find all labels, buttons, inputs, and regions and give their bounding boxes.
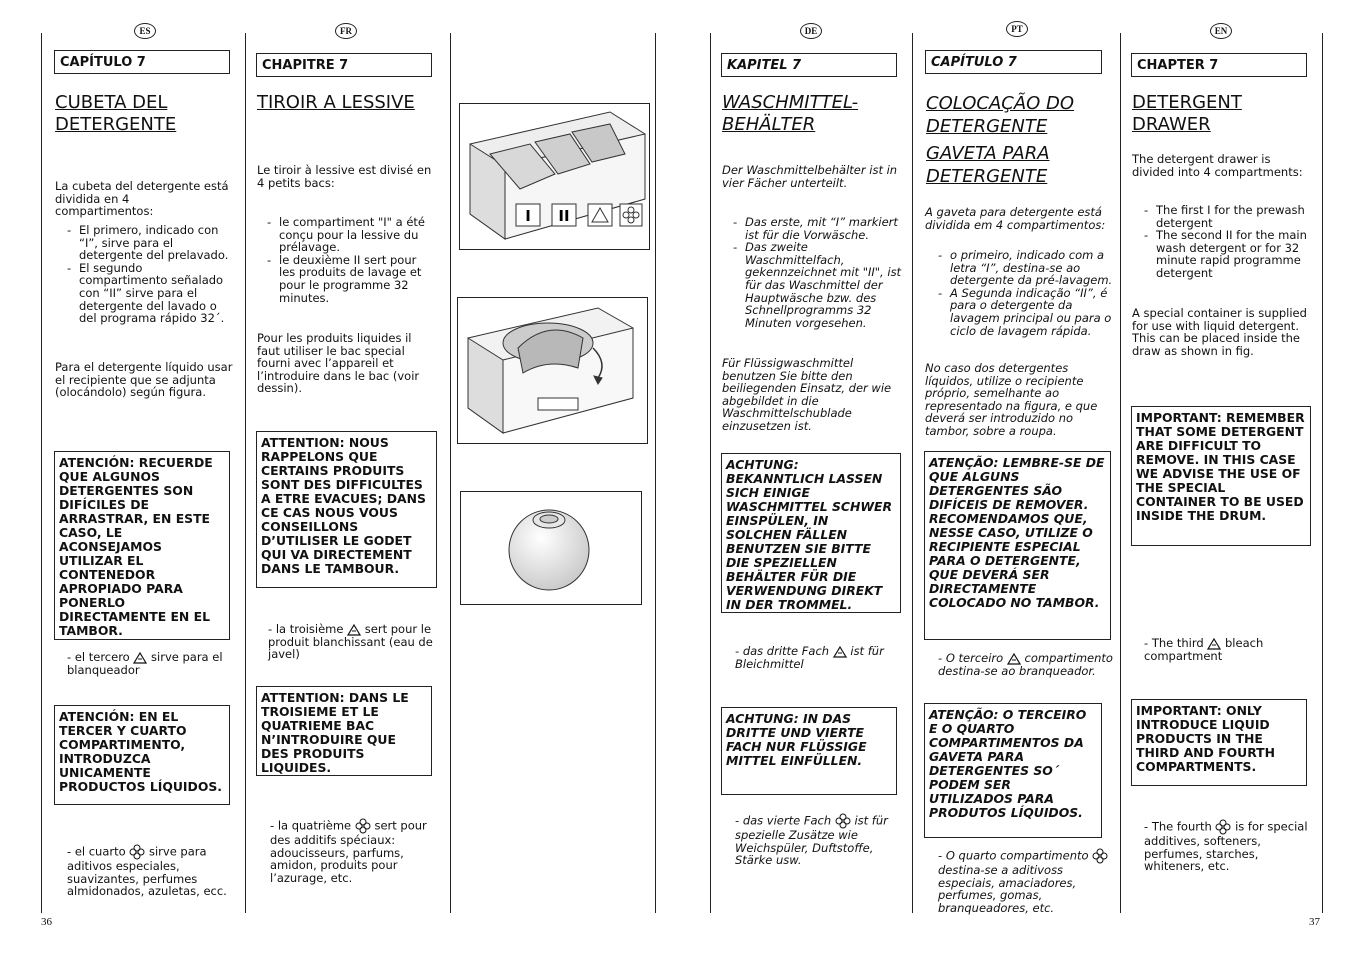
warning-box-en: IMPORTANT: REMEMBER THAT SOME DETERGENT ARE DIFFICULT TO REMOVE. IN THIS CASE WE ADVISE THE USE OF THE SPECIAL CONTAINER TO BE USED INSIDE THE DRUM. xyxy=(1131,406,1311,546)
column-rule xyxy=(655,33,656,913)
title-line: DETERGENTE xyxy=(55,114,177,135)
dosing-ball-illustration xyxy=(461,492,641,604)
bleach-triangle-icon xyxy=(833,646,847,658)
compartment-i-label: I xyxy=(525,207,531,225)
language-badge-es: ES xyxy=(134,23,156,39)
column-rule xyxy=(1120,33,1121,913)
figure-liquid-container-in-drawer xyxy=(457,297,648,444)
fourth-compartment-en: - The fourth is for special additives, softeners, perfumes, starches, whiteners, etc. xyxy=(1144,819,1308,874)
list-item: - le deuxième II sert pour les produits de lavage et pour le programme 32 minutes. xyxy=(267,254,430,304)
third-desc: sert pour le produit blanchissant (eau de javel) xyxy=(268,622,433,662)
flower-icon xyxy=(355,818,371,834)
intro-text-fr: Le tiroir à lessive est divisé en 4 petits bacs: xyxy=(257,163,432,190)
fourth-label: el cuarto xyxy=(74,844,126,859)
warning-box-es: ATENCIÓN: RECUERDE QUE ALGUNOS DETERGENTES SON DIFÍCILES DE ARRASTRAR, EN ESTE CASO, LE ACONSEJAMOS UTILIZAR EL CONTENEDOR APROPIADO PARA PONERLO DIRECTAMENTE EN EL TAMBOR. xyxy=(54,451,230,640)
third-desc: compartimento destina-se ao branqueador. xyxy=(938,651,1113,678)
section-title-pt xyxy=(926,92,1074,188)
warning-box-en-2: IMPORTANT: ONLY INTRODUCE LIQUID PRODUCTS IN THE THIRD AND FOURTH COMPARTMENTS. xyxy=(1131,699,1307,786)
fourth-desc: ist für spezielle Zusätze wie Weichspüler, Duftstoffe, Stärke usw. xyxy=(735,813,888,868)
figure-drawer-compartments xyxy=(459,103,650,250)
column-rule xyxy=(912,33,913,913)
fourth-compartment-de: - das vierte Fach ist für spezielle Zusätze wie Weichspüler, Duftstoffe, Stärke usw. xyxy=(735,813,888,868)
language-badge-de: DE xyxy=(800,23,822,39)
chapter-heading-en: CHAPTER 7 xyxy=(1131,53,1307,77)
fourth-label: O quarto compartimento xyxy=(945,848,1089,863)
list-item: - The first I for the prewash detergent xyxy=(1144,204,1314,229)
drawer-with-insert-illustration xyxy=(458,298,647,443)
section-title-en xyxy=(1132,92,1242,136)
third-label: das dritte Fach xyxy=(742,644,830,658)
list-item: - The second II for the main wash detergent or for 32 minute rapid programme detergent xyxy=(1144,229,1314,279)
list-item: - le compartiment "I" a été conçu pour la lessive du prélavage. xyxy=(267,216,430,254)
warning-box-pt: ATENÇÃO: LEMBRE-SE DE QUE ALGUNS DETERGENTES SÃO DIFÍCEIS DE REMOVER. RECOMENDAMOS QUE, NESSE CASO, UTILIZE O RECIPIENTE ESPECIAL PARA O DETERGENTE, QUE DEVERÁ SER DIRECTAMENTE COLOCADO NO TAMBOR. xyxy=(924,451,1111,640)
liquid-text-pt: No caso dos detergentes líquidos, utilize o recipiente próprio, semelhante ao representado na figura, e que deverá ser introduzido no tambor, sobre a roupa. xyxy=(925,361,1098,438)
title-line: WASCHMITTEL- xyxy=(722,92,859,113)
column-rule xyxy=(710,33,711,913)
third-label: la troisième xyxy=(275,622,344,636)
liquid-text-de: Für Flüssigwaschmittel benutzen Sie bitte den beiliegenden Einsatz, der wie abgebildet in die Waschmittelschublade einzusetzen ist. xyxy=(722,356,892,433)
section-title-fr: TIROIR A LESSIVE xyxy=(257,92,415,113)
liquid-text-fr: Pour les produits liquides il faut utiliser le bac special fourni avec l’appareil et l’introduire dans le bac (voir dessin). xyxy=(257,331,420,396)
language-badge-fr: FR xyxy=(335,23,357,39)
list-item: - Das zweite Waschmittelfach, gekennzeichnet mit "II", ist für das Waschmittel der Hauptwäsche bzw. des Schnellprogramms 32 Minuten vorgesehen. xyxy=(733,241,905,329)
warning-box-fr-2: ATTENTION: DANS LE TROISIEME ET LE QUATRIEME BAC N’INTRODUIRE QUE DES PRODUITS LIQUIDES. xyxy=(256,686,432,776)
intro-text-es: La cubeta del detergente está dividida en 4 compartimentos: xyxy=(55,179,229,219)
flower-icon xyxy=(129,844,145,860)
page-number-right: 37 xyxy=(1309,916,1320,928)
intro-text-de: Der Waschmittelbehälter ist in vier Fächer unterteilt. xyxy=(722,163,898,190)
section-title-es xyxy=(55,92,176,136)
flower-icon xyxy=(1215,819,1231,835)
compartment-list-pt xyxy=(938,249,1118,337)
column-rule xyxy=(41,33,42,913)
intro-text-pt: A gaveta para detergente está dividida em 4 compartimentos: xyxy=(925,205,1106,232)
list-item: - o primeiro, indicado com a letra “I”, destina-se ao detergente da pré-lavagem. xyxy=(938,249,1118,287)
compartment-list-es xyxy=(67,224,232,325)
title-line: DETERGENTE xyxy=(926,166,1048,187)
warning-box-fr: ATTENTION: NOUS RAPPELONS QUE CERTAINS PRODUITS SONT DES DIFFICULTES A ETRE EVACUES; DANS CE CAS NOUS VOUS CONSEILLONS D’UTILISER LE GODET QUI VA DIRECTEMENT DANS LE TAMBOUR. xyxy=(256,431,437,588)
title-line: BEHÄLTER xyxy=(722,114,816,135)
title-line: DETERGENT xyxy=(1132,92,1242,113)
list-item: - Das erste, mit “I” markiert ist für die Vorwäsche. xyxy=(733,216,905,241)
column-rule xyxy=(450,33,451,913)
list-item: - El primero, indicado con “I”, sirve para el detergente del prelavado. xyxy=(67,224,232,262)
third-compartment-es: - el tercero sirve para el blanqueador xyxy=(67,650,223,677)
third-compartment-de: - das dritte Fach ist für Bleichmittel xyxy=(735,644,884,671)
third-label: The third xyxy=(1151,636,1204,650)
compartment-list-fr xyxy=(267,216,430,304)
column-rule xyxy=(245,33,246,913)
fourth-compartment-fr: - la quatrième sert pour des additifs spéciaux: adoucisseurs, parfums, amidon, produits pour l’azurage, etc. xyxy=(270,818,427,885)
liquid-text-es: Para el detergente líquido usar el recipiente que se adjunta (olocándolo) según figura. xyxy=(55,360,233,400)
warning-box-de: ACHTUNG: BEKANNTLICH LASSEN SICH EINIGE WASCHMITTEL SCHWER EINSPÜLEN, IN SOLCHEN FÄLLEN BENUTZEN SIE BITTE DIE SPEZIELLEN BEHÄLTER FÜR DIE VERWENDUNG DIREKT IN DER TROMMEL. xyxy=(721,453,901,613)
flower-icon xyxy=(1092,848,1108,864)
language-badge-en: EN xyxy=(1210,23,1232,39)
fourth-desc: sirve para aditivos especiales, suavizantes, perfumes almidonados, azuletas, ecc. xyxy=(67,844,227,899)
compartment-list-de xyxy=(733,216,905,329)
third-desc: ist für Bleichmittel xyxy=(735,644,884,671)
third-label: el tercero xyxy=(74,650,130,664)
fourth-desc: sert pour des additifs spéciaux: adoucisseurs, parfums, amidon, produits pour l’azurage, etc. xyxy=(270,818,427,885)
title-line: DRAWER xyxy=(1132,114,1211,135)
compartment-ii-label: II xyxy=(558,207,570,225)
chapter-heading-es: CAPÍTULO 7 xyxy=(54,50,230,74)
fourth-desc: is for special additives, softeners, perfumes, starches, whiteners, etc. xyxy=(1144,819,1308,874)
third-compartment-en: - The third bleach compartment xyxy=(1144,636,1264,663)
language-badge-pt: PT xyxy=(1006,21,1028,37)
fourth-desc: destina-se a aditivoss especiais, amaciadores, perfumes, gomas, branqueadores, etc. xyxy=(938,863,1077,915)
fourth-compartment-es: - el cuarto sirve para aditivos especiales, suavizantes, perfumes almidonados, azuletas, ecc. xyxy=(67,844,227,899)
third-compartment-pt: - O terceiro compartimento destina-se ao branqueador. xyxy=(938,651,1113,678)
title-line: DETERGENTE xyxy=(926,116,1048,137)
warning-box-es-2: ATENCIÓN: EN EL TERCER Y CUARTO COMPARTIMENTO, INTRODUZCA UNICAMENTE PRODUCTOS LÍQUIDOS. xyxy=(54,705,230,805)
figure-liquid-detergent-ball xyxy=(460,491,642,605)
drawer-illustration xyxy=(460,104,649,249)
flower-icon xyxy=(835,813,851,829)
third-compartment-fr: - la troisième sert pour le produit blanchissant (eau de javel) xyxy=(268,622,433,662)
fourth-label: The fourth xyxy=(1151,819,1212,834)
chapter-heading-de: KAPITEL 7 xyxy=(721,53,897,77)
column-rule xyxy=(1322,33,1323,913)
page-number-left: 36 xyxy=(41,916,52,928)
fourth-label: la quatrième xyxy=(277,818,352,833)
title-line: GAVETA PARA xyxy=(926,143,1050,164)
list-item: - A Segunda indicação “II”, é para o detergente da lavagem principal ou para o ciclo de lavagem rápida. xyxy=(938,287,1118,337)
compartment-list-en xyxy=(1144,204,1314,280)
title-line: CUBETA DEL xyxy=(55,92,168,113)
third-desc: sirve para el blanqueador xyxy=(67,650,223,677)
section-title-de xyxy=(722,92,858,136)
third-label: O terceiro xyxy=(945,651,1004,665)
fourth-label: das vierte Fach xyxy=(742,813,832,828)
list-item: - El segundo compartimento señalado con “II” sirve para el detergente del lavado o del programa rápido 32´. xyxy=(67,262,232,325)
warning-box-pt-2: ATENÇÃO: O TERCEIRO E O QUARTO COMPARTIMENTOS DA GAVETA PARA DETERGENTES SO´ PODEM SER UTILIZADOS PARA PRODUTOS LÍQUIDOS. xyxy=(924,703,1102,838)
chapter-heading-fr: CHAPITRE 7 xyxy=(256,53,432,77)
warning-box-de-2: ACHTUNG: IN DAS DRITTE UND VIERTE FACH NUR FLÜSSIGE MITTEL EINFÜLLEN. xyxy=(721,707,897,795)
liquid-text-en: A special container is supplied for use with liquid detergent. This can be placed inside the draw as shown in fig. xyxy=(1132,306,1307,358)
fourth-compartment-pt: - O quarto compartimento destina-se a aditivoss especiais, amaciadores, perfumes, gomas, branqueadores, etc. xyxy=(938,848,1118,914)
chapter-heading-pt: CAPÍTULO 7 xyxy=(925,50,1102,74)
third-desc: bleach compartment xyxy=(1144,636,1264,663)
title-line: COLOCAÇÃO DO xyxy=(926,93,1075,114)
intro-text-en: The detergent drawer is divided into 4 compartments: xyxy=(1132,152,1303,179)
